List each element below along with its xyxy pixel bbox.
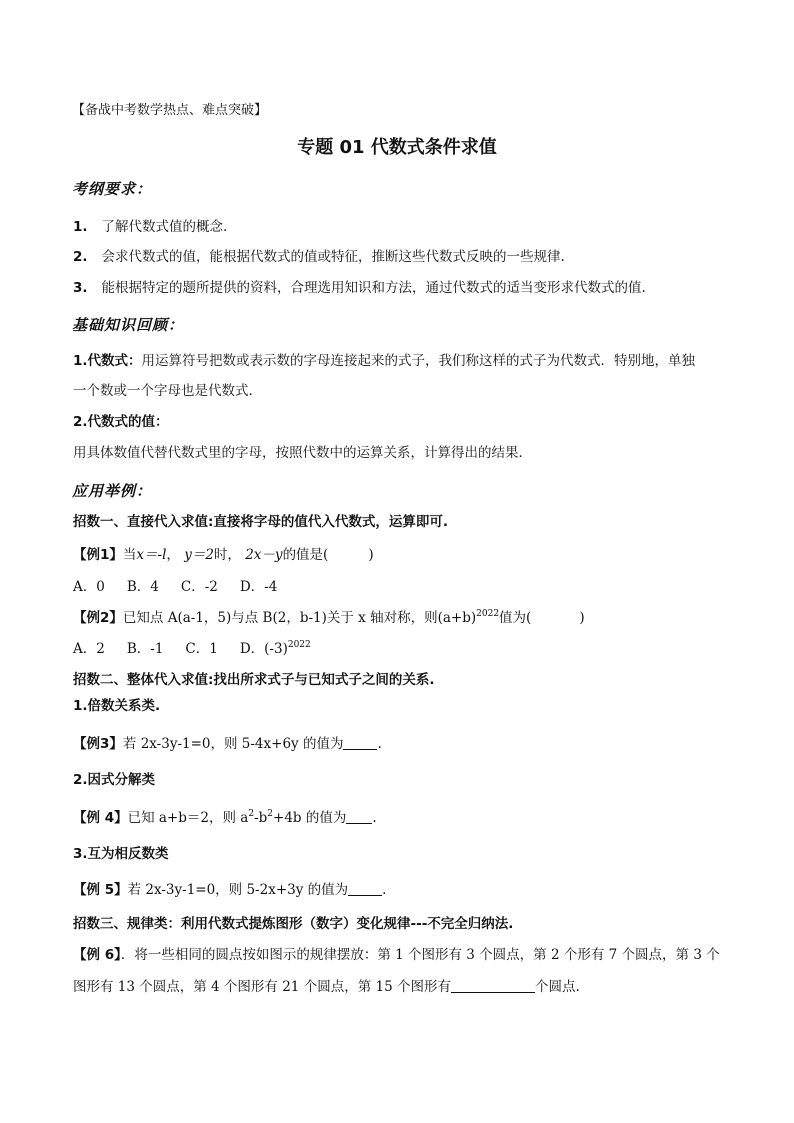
option-c: C．-2 <box>180 579 218 595</box>
option-b: B．-1 <box>126 641 164 657</box>
option-a: A．0 <box>73 579 105 595</box>
ex6-end: 个圆点. <box>534 979 580 995</box>
example-6-cont <box>73 977 580 997</box>
ex3-end: . <box>377 736 382 752</box>
ex1-expr: 2x－y <box>245 547 283 563</box>
ex1-pre: 当 <box>122 547 137 563</box>
method-2-sub-2: 2.因式分解类 <box>73 772 156 788</box>
example-2-options <box>73 639 311 659</box>
option-a: A．2 <box>73 641 105 657</box>
example-3 <box>73 734 382 754</box>
example-1-options <box>73 577 299 597</box>
ex4-text-b: -b <box>254 810 268 826</box>
ex1-sep: ， <box>166 547 180 563</box>
basics-def2-head: 2.代数式的值： <box>73 414 169 430</box>
ex3-text: 若 2x-3y-1=0，则 5-4x+6y 的值为 <box>122 736 344 752</box>
item-text: 能根据特定的题所提供的资料，合理选用知识和方法，通过代数式的适当变形求代数式的值. <box>101 280 646 296</box>
ex2-exponent: 2022 <box>476 609 500 619</box>
item-text: 了解代数式值的概念. <box>101 219 228 235</box>
item-number: 2. <box>73 249 88 265</box>
basics-def1-cont: 一个数或一个字母也是代数式． <box>73 383 262 399</box>
def1-text: 用运算符号把数或表示数的字母连接起来的式子，我们称这样的式子为代数式．特别地，单独 <box>141 353 696 369</box>
method-2-sub-1: 1.倍数关系类. <box>73 698 161 714</box>
ex1-mid: 时， <box>213 547 241 563</box>
example-label: 【例2】 <box>73 610 123 626</box>
ex1-post: 的值是( <box>282 547 329 563</box>
item-number: 3. <box>73 280 88 296</box>
item-text: 会求代数式的值，能根据代数式的值或特征，推断这些代数式反映的一些规律. <box>101 249 565 265</box>
section-basics: 基础知识回顾： <box>72 316 185 334</box>
section-examples: 应用举例： <box>72 482 153 500</box>
ex4-sup-1: 2 <box>248 809 255 819</box>
method-1: 招数一、直接代入求值:直接将字母的值代入代数式，运算即可. <box>73 514 449 530</box>
ex4-text-c: +4b 的值为 <box>273 810 347 826</box>
section-syllabus: 考纲要求： <box>72 180 153 198</box>
example-6 <box>73 945 720 965</box>
method-2-sub-3: 3.互为相反数类 <box>73 846 169 862</box>
answer-blank[interactable] <box>343 737 377 750</box>
method-3: 招数三、规律类：利用代数式提炼图形（数字）变化规律---不完全归纳法. <box>73 916 514 932</box>
example-1 <box>73 545 374 565</box>
ex1-cond-y: y＝2 <box>184 547 214 563</box>
ex1-cond-x: x＝-l <box>136 547 167 563</box>
def1-head: 1.代数式： <box>73 353 142 369</box>
ex6-text-a: ．将一些相同的圆点按如图示的规律摆放：第 1 个图形有 3 个圆点，第 2 个形有 7 个圆点，第 3 个 <box>120 947 720 963</box>
option-c: C．1 <box>185 641 218 657</box>
page-title: 专题 01 代数式条件求值 <box>297 137 497 158</box>
option-d: D．$(-3)^{2022}$ <box>239 640 311 657</box>
answer-blank[interactable] <box>451 980 535 993</box>
syllabus-item-3 <box>73 278 646 298</box>
ex2-text: 已知点 A(a-1，5)与点 B(2，b-1)关于 x 轴对称，则(a+b) <box>122 610 477 626</box>
example-label: 【例 5】 <box>73 882 128 898</box>
ex5-text: 若 2x-3y-1=0，则 5-2x+3y 的值为 <box>127 882 349 898</box>
method-2: 招数二、整体代入求值:找出所求式子与已知式子之间的关系. <box>73 672 435 688</box>
example-label: 【例1】 <box>73 547 123 563</box>
ex6-text-b: 图形有 13 个圆点，第 4 个图形有 21 个圆点，第 15 个图形有 <box>73 979 451 995</box>
ex2-post: 值为( <box>499 610 532 626</box>
answer-blank[interactable] <box>348 883 382 896</box>
ex5-end: . <box>382 882 387 898</box>
example-2 <box>73 608 585 628</box>
example-5 <box>73 880 386 900</box>
example-4 <box>73 808 377 828</box>
answer-blank[interactable] <box>346 811 372 824</box>
syllabus-item-2 <box>73 247 565 267</box>
syllabus-item-1 <box>73 217 227 237</box>
option-d: D．-4 <box>239 579 278 595</box>
ex4-sup-2: 2 <box>267 809 274 819</box>
ex4-text-a: 已知 a+b＝2，则 a <box>127 810 249 826</box>
example-label: 【例 6】 <box>73 947 121 963</box>
basics-def2-text: 用具体数值代替代数式里的字母，按照代数中的运算关系，计算得出的结果． <box>73 445 532 461</box>
header-tag: 【备战中考数学热点、难点突破】 <box>72 103 268 118</box>
example-label: 【例 4】 <box>73 810 128 826</box>
ex4-end: . <box>372 810 377 826</box>
ex1-close: ) <box>368 547 374 563</box>
basics-def1 <box>73 351 695 371</box>
item-number: 1. <box>73 219 88 235</box>
example-label: 【例3】 <box>73 736 123 752</box>
option-b: B．4 <box>126 579 159 595</box>
ex2-close: ) <box>579 610 585 626</box>
